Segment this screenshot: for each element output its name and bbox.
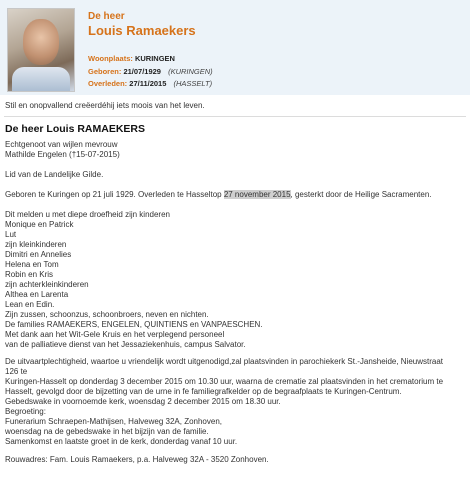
died-row [88, 79, 212, 88]
family-line: Met dank aan het Wit-Gele Kruis en het verplegend personeel [5, 330, 225, 339]
died-label: Overleden: [88, 79, 128, 88]
born-row [88, 67, 213, 76]
mourning-address: Rouwadres: Fam. Louis Ramaekers, p.a. Halveweg 32A - 3520 Zonhoven. [5, 455, 269, 464]
family-line: Robin en Kris [5, 270, 54, 279]
spouse-line-2: Mathilde Engelen (†15-07-2015) [5, 150, 120, 159]
family-line: van de palliatieve dienst van het Jessaziekenhuis, campus Salvator. [5, 340, 246, 349]
family-line: Helena en Tom [5, 260, 59, 269]
family-line: Lean en Edin. [5, 300, 55, 309]
residence-label: Woonplaats: [88, 54, 133, 63]
funeral-line: 126 te [5, 367, 28, 376]
funeral-line: Samenkomst en laatste groet in de kerk, donderdag vanaf 10 uur. [5, 437, 238, 446]
died-place: (HASSELT) [173, 79, 213, 88]
birth-death-text-start: Geboren te Kuringen op 21 juli 1929. Overleden te Hasseltop [5, 190, 224, 199]
family-line: Monique en Patrick [5, 220, 74, 229]
family-line: Dit melden u met diepe droefheid zijn kinderen [5, 210, 170, 219]
family-line: Dimitri en Annelies [5, 250, 72, 259]
salutation: De heer [88, 11, 125, 22]
birth-death-text-end: , gesterkt door de Heilige Sacramenten. [290, 190, 432, 199]
born-date: 21/07/1929 [123, 67, 161, 76]
spouse-line-1: Echtgenoot van wijlen mevrouw [5, 140, 118, 149]
family-line: zijn kleinkinderen [5, 240, 67, 249]
died-date: 27/11/2015 [129, 79, 167, 88]
funeral-line: Hasselt, gevolgd door de bijzetting van de urne in fe familiegrafkelder op de begraafplaats te Kuringen-Centrum. [5, 387, 402, 396]
family-line: zijn achterkleinkinderen [5, 280, 89, 289]
portrait-photo [7, 8, 75, 92]
portrait-shirt [12, 67, 70, 92]
funeral-line: Begroeting: [5, 407, 46, 416]
birth-death-line [5, 190, 432, 200]
portrait-face [23, 19, 59, 65]
family-line: Althea en Larenta [5, 290, 69, 299]
divider [4, 116, 466, 117]
born-label: Geboren: [88, 67, 122, 76]
funeral-line: De uitvaartplechtigheid, waartoe u vriendelijk wordt uitgenodigd,zal plaatsvinden in parochiekerk St.-Jansheide, Nieuwstraat [5, 357, 444, 366]
death-date-highlight: 27 november 2015 [223, 190, 291, 199]
funeral-line: Gebedswake in voornoemde kerk, woensdag 2 december 2015 om 18.30 uur. [5, 397, 281, 406]
notice-title: De heer Louis RAMAEKERS [5, 123, 146, 135]
intro-quote: Stil en onopvallend creëerdéhij iets moois van het leven. [5, 101, 205, 110]
header-panel [0, 0, 470, 95]
family-line: De families RAMAEKERS, ENGELEN, QUINTIENS en VANPAESCHEN. [5, 320, 263, 329]
born-place: (KURINGEN) [168, 67, 213, 76]
family-line: Lut [5, 230, 17, 239]
funeral-line: Funerarium Schraepen-Mathijsen, Halveweg 32A, Zonhoven, [5, 417, 223, 426]
funeral-line: Kuringen-Hasselt op donderdag 3 december 2015 om 10.30 uur, waarna de crematie zal plaatsvinden in het crematorium te [5, 377, 444, 386]
family-line: Zijn zussen, schoonzus, schoonbroers, neven en nichten. [5, 310, 209, 319]
deceased-name: Louis Ramaekers [88, 23, 196, 38]
residence-value: KURINGEN [134, 54, 175, 63]
residence-row [88, 54, 175, 63]
membership: Lid van de Landelijke Gilde. [5, 170, 104, 179]
funeral-line: woensdag na de gebedswake in het bijzijn van de familie. [5, 427, 209, 436]
